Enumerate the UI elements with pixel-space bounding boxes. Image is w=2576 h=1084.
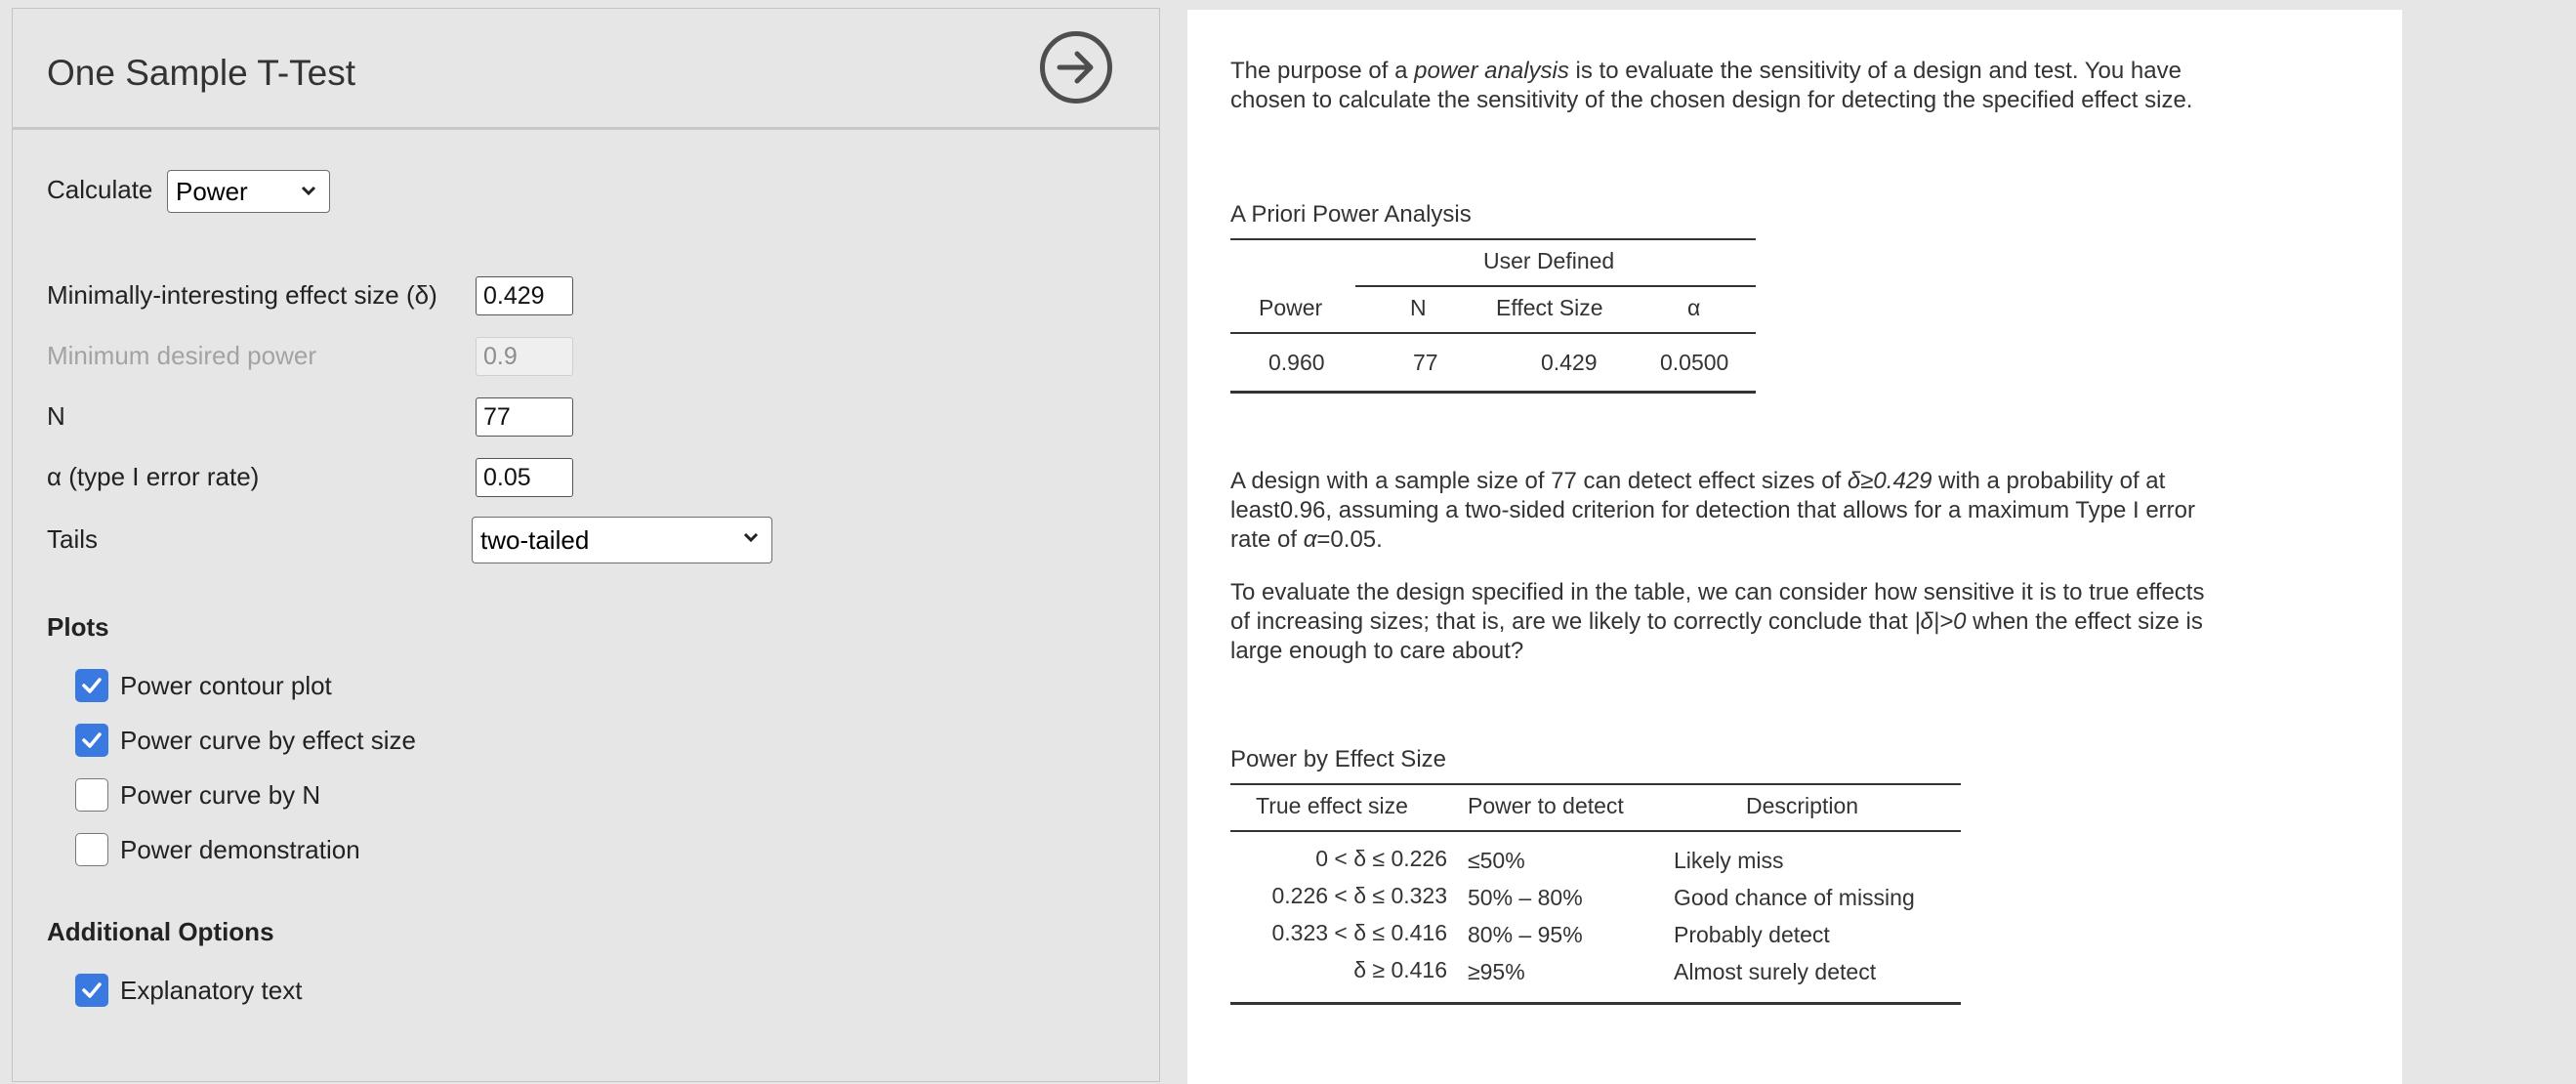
tails-select[interactable]: [472, 517, 772, 563]
checkbox-box: [75, 724, 108, 757]
checkbox-label: Power demonstration: [120, 834, 360, 864]
table-header: N: [1410, 295, 1427, 320]
alpha-label: α (type I error rate): [47, 462, 260, 491]
table-header: Effect Size: [1496, 295, 1603, 320]
panel-title: One Sample T-Test: [47, 53, 356, 93]
tails-label: Tails: [47, 524, 99, 554]
table-rule: [1230, 238, 1756, 240]
chevron-down-icon: [740, 526, 762, 548]
intro-paragraph: [1230, 57, 2217, 115]
table-cell: 50% – 80%: [1468, 885, 1583, 910]
minimum-power-input: 0.9: [476, 337, 573, 376]
calculate-label: Calculate: [47, 175, 153, 204]
checkbox-label: Power curve by N: [120, 779, 321, 810]
table-rule: [1230, 783, 1961, 785]
table-cell: ≤50%: [1468, 848, 1525, 873]
effect-size-label: Minimally-interesting effect size (δ): [47, 280, 437, 310]
table-cell: Almost surely detect: [1674, 959, 1877, 984]
intro-text: The purpose of a: [1230, 58, 1415, 84]
table-cell: 0.429: [1541, 350, 1598, 375]
tails-select-value: two-tailed: [480, 524, 590, 555]
checkbox-label: Power contour plot: [120, 670, 332, 700]
chevron-down-icon: [298, 180, 319, 201]
checkbox-label: Explanatory text: [120, 975, 303, 1005]
table-header: α: [1687, 295, 1701, 320]
checkbox-box: [75, 778, 108, 812]
intro-text: is to evaluate the sensitivity of a design and test. You have chosen to calculate the sensitivity of the chosen design for detecting the specified effect size.: [1230, 58, 2193, 113]
n-input[interactable]: 77: [476, 397, 573, 437]
effect-size-input[interactable]: 0.429: [476, 276, 573, 315]
plots-heading: Plots: [47, 612, 109, 642]
arrow-right-icon: [1054, 45, 1099, 90]
calculate-select-value: Power: [176, 176, 248, 206]
alpha-input[interactable]: 0.05: [476, 458, 573, 497]
table-cell: 0.323 < δ ≤ 0.416: [1271, 920, 1447, 945]
table-header: Power: [1259, 295, 1323, 320]
table-cell: Likely miss: [1674, 848, 1784, 873]
additional-options-heading: Additional Options: [47, 917, 274, 946]
apriori-table-title: A Priori Power Analysis: [1230, 201, 1472, 228]
checkmark-icon: [79, 673, 104, 698]
table-header: Power to detect: [1468, 793, 1624, 818]
table-cell: ≥95%: [1468, 959, 1525, 984]
power-curve-n-checkbox[interactable]: [75, 776, 320, 813]
checkbox-box: [75, 974, 108, 1007]
explanatory-text-checkbox[interactable]: [75, 972, 302, 1009]
calculate-select[interactable]: [167, 170, 330, 213]
table-cell: δ ≥ 0.416: [1353, 957, 1447, 982]
panel-header: [13, 9, 1159, 130]
evaluate-text: when the effect size is large enough to care about?: [1230, 608, 2203, 664]
analysis-options-panel: [12, 8, 1160, 1082]
design-text: A design with a sample size of 77 can detect effect sizes of: [1230, 468, 1848, 494]
checkmark-icon: [79, 978, 104, 1003]
table-rule: [1230, 830, 1961, 832]
checkbox-box: [75, 669, 108, 702]
power-by-effect-table-title: Power by Effect Size: [1230, 746, 1446, 772]
table-rule: [1355, 285, 1756, 287]
results-panel: [1187, 10, 2402, 1084]
design-text: =0.05.: [1316, 526, 1383, 553]
power-demonstration-checkbox[interactable]: [75, 831, 360, 868]
checkbox-label: Power curve by effect size: [120, 725, 416, 755]
table-rule: [1230, 332, 1756, 334]
table-cell: 0.226 < δ ≤ 0.323: [1271, 883, 1447, 908]
intro-emphasis: power analysis: [1414, 58, 1569, 84]
table-cell: 0.960: [1268, 350, 1325, 375]
evaluate-emphasis: |δ|>0: [1914, 608, 1967, 635]
design-paragraph: [1230, 467, 2217, 555]
table-header: True effect size: [1256, 793, 1408, 818]
table-rule: [1230, 1002, 1961, 1005]
power-contour-plot-checkbox[interactable]: [75, 667, 332, 704]
table-group-header: User Defined: [1483, 248, 1615, 273]
checkbox-box: [75, 833, 108, 866]
design-text: with a probability of at least0.96, assuming a two-sided criterion for detection that allows for a maximum Type I error rate of: [1230, 468, 2195, 553]
power-curve-effect-size-checkbox[interactable]: [75, 722, 416, 759]
table-cell: 77: [1413, 350, 1438, 375]
table-cell: 0.0500: [1660, 350, 1729, 375]
table-cell: Probably detect: [1674, 922, 1830, 947]
table-rule: [1230, 391, 1756, 394]
run-analysis-button[interactable]: [1040, 31, 1112, 104]
table-header: Description: [1746, 793, 1859, 818]
minimum-power-label: Minimum desired power: [47, 341, 316, 370]
table-cell: 80% – 95%: [1468, 922, 1583, 947]
table-cell: Good chance of missing: [1674, 885, 1915, 910]
evaluate-text: To evaluate the design specified in the table, we can consider how sensitive it is to true effects of increasing sizes; that is, are we likely to correctly conclude that: [1230, 579, 2205, 635]
table-cell: 0 < δ ≤ 0.226: [1315, 846, 1447, 871]
design-emphasis: α: [1303, 526, 1317, 553]
design-emphasis: δ≥0.429: [1847, 468, 1932, 494]
checkmark-icon: [79, 728, 104, 753]
n-label: N: [47, 401, 65, 431]
evaluate-paragraph: [1230, 578, 2217, 666]
